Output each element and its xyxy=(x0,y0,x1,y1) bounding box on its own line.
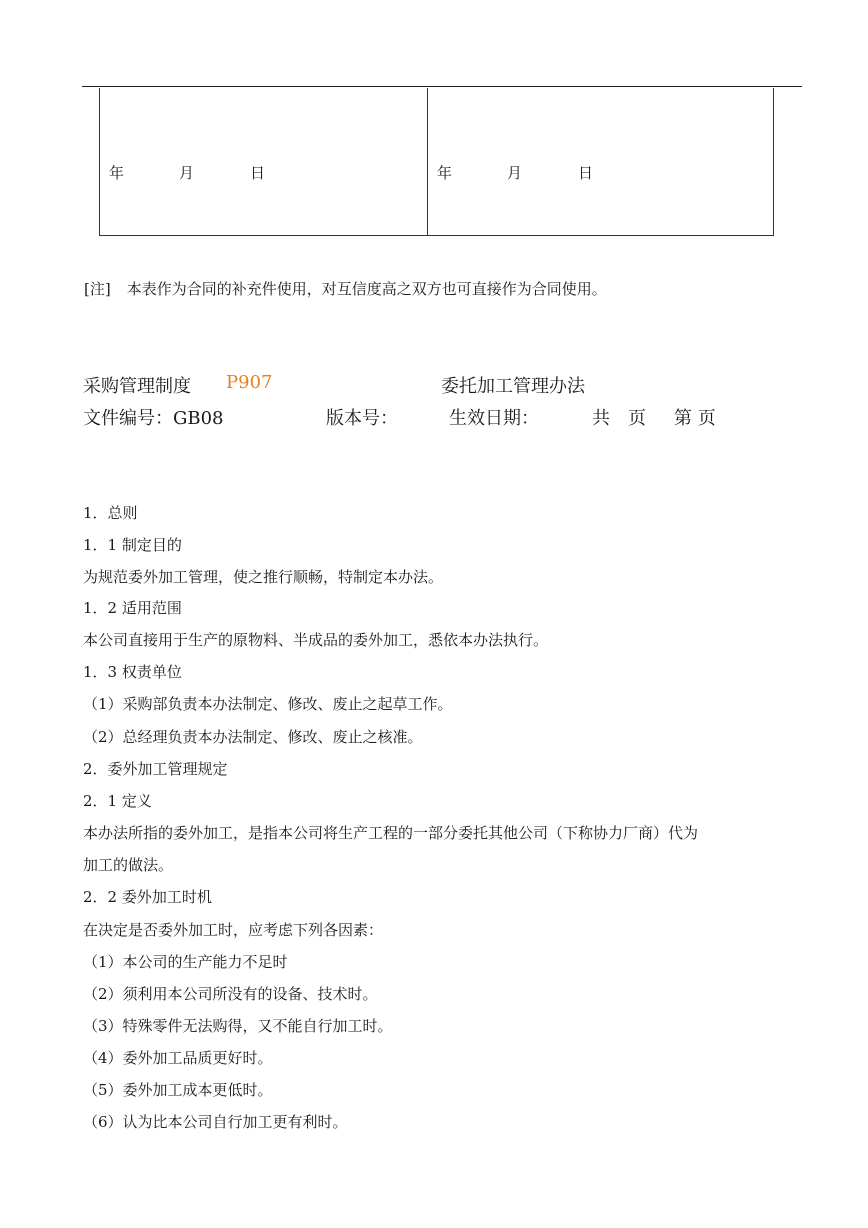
paragraph: 在决定是否委外加工时，应考虑下列各因素： xyxy=(83,921,384,939)
section-heading: 1．总则 xyxy=(83,504,138,522)
list-item: （3）特殊零件无法购得，又不能自行加工时。 xyxy=(83,1017,393,1035)
day-label: 日 xyxy=(578,164,594,182)
system-code: P907 xyxy=(226,372,273,393)
table-note xyxy=(84,278,607,299)
month-label: 月 xyxy=(507,164,523,182)
effective-date-label: 生效日期： xyxy=(449,408,539,429)
subsection-heading: 1．3 权责单位 xyxy=(83,663,182,681)
subsection-heading: 2．2 委外加工时机 xyxy=(83,888,212,906)
document-title: 委托加工管理办法 xyxy=(441,376,585,397)
year-label: 年 xyxy=(109,164,125,182)
list-item: （4）委外加工品质更好时。 xyxy=(83,1049,273,1067)
version-label: 版本号： xyxy=(326,408,398,429)
section-heading: 2．委外加工管理规定 xyxy=(83,760,228,778)
signature-table xyxy=(99,88,774,236)
subsection-heading: 1．2 适用范围 xyxy=(83,599,182,617)
subsection-heading: 1．1 制定目的 xyxy=(83,536,182,554)
paragraph: 本办法所指的委外加工，是指本公司将生产工程的一部分委托其他公司（下称协力厂商）代为 xyxy=(83,824,699,842)
year-label: 年 xyxy=(437,164,453,182)
total-pages-label: 共 页 xyxy=(592,408,646,429)
doc-number: 文件编号：GB08 xyxy=(83,408,224,429)
table-divider xyxy=(427,88,428,235)
note-tag: [注] xyxy=(84,280,111,298)
top-rule xyxy=(82,86,802,87)
list-item: （5）委外加工成本更低时。 xyxy=(83,1081,273,1099)
month-label: 月 xyxy=(179,164,195,182)
paragraph: 为规范委外加工管理，使之推行顺畅，特制定本办法。 xyxy=(83,568,444,586)
list-item: （6）认为比本公司自行加工更有利时。 xyxy=(83,1113,348,1131)
list-item: （2）须利用本公司所没有的设备、技术时。 xyxy=(83,985,378,1003)
list-item: （2）总经理负责本办法制定、修改、废止之核准。 xyxy=(83,728,423,746)
list-item: （1）本公司的生产能力不足时 xyxy=(83,953,288,971)
day-label: 日 xyxy=(250,164,266,182)
paragraph: 本公司直接用于生产的原物料、半成品的委外加工，悉依本办法执行。 xyxy=(83,631,549,649)
note-text: 本表作为合同的补充件使用，对互信度高之双方也可直接作为合同使用。 xyxy=(126,280,607,298)
paragraph-continuation: 加工的做法。 xyxy=(83,856,174,874)
page-number-label: 第 页 xyxy=(674,408,716,429)
subsection-heading: 2．1 定义 xyxy=(83,792,152,810)
list-item: （1）采购部负责本办法制定、修改、废止之起草工作。 xyxy=(83,695,453,713)
system-name: 采购管理制度 xyxy=(83,376,191,397)
